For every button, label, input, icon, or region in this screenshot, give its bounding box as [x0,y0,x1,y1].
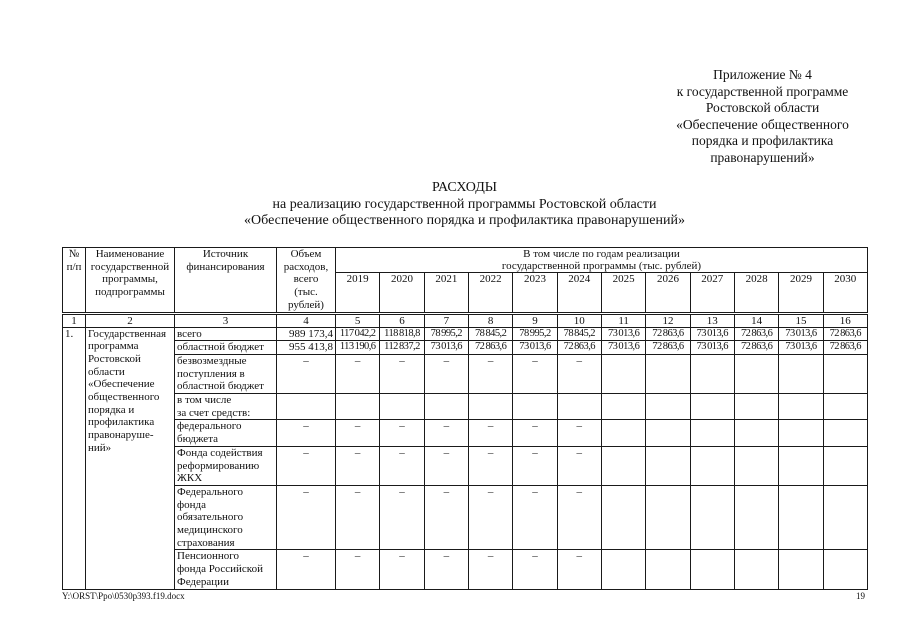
year-amount-cell: 118 818,8 [380,327,424,341]
header-funding-source-line: финансирования [186,260,265,273]
header-program-name [86,248,175,314]
year-amount-cell [690,354,734,393]
year-header: 2019 [336,273,380,313]
document-title [62,180,867,230]
year-amount-cell [734,354,778,393]
column-number: 13 [690,313,734,327]
header-funding-source-line: Источник [202,248,249,260]
year-header: 2026 [646,273,690,313]
column-number: 1 [63,313,86,327]
year-amount-cell: – [557,420,601,446]
header-number [63,248,86,314]
column-number-row [63,313,868,327]
year-amount-cell: – [336,550,380,589]
appendix-note [650,67,875,167]
program-name-line: «Обеспечение [88,378,155,391]
year-amount-cell: – [513,354,557,393]
header-total-amount-line: (тыс. [294,286,318,299]
column-number: 9 [513,313,557,327]
year-amount-cell [690,394,734,420]
year-header: 2020 [380,273,424,313]
year-amount-cell: 73 013,6 [601,341,645,355]
year-amount-cell [690,550,734,589]
year-amount-cell: – [513,550,557,589]
year-amount-cell [601,394,645,420]
year-amount-cell [601,354,645,393]
year-amount-cell [601,485,645,550]
total-amount-cell: – [277,354,336,393]
year-header: 2028 [734,273,778,313]
appendix-line: Ростовской области [705,100,820,116]
year-amount-cell: 72 863,6 [646,341,690,355]
year-amount-cell: 78 845,2 [468,327,512,341]
header-number-line: п/п [66,260,82,273]
page-number: 19 [856,591,865,601]
year-amount-cell: 73 013,6 [690,341,734,355]
year-header: 2022 [468,273,512,313]
year-amount-cell: – [468,485,512,550]
year-amount-cell: 112 837,2 [380,341,424,355]
year-amount-cell: 72 863,6 [823,341,867,355]
program-name-line: Ростовской [88,352,141,365]
header-total-amount-line: Объем [290,248,322,260]
year-header: 2029 [779,273,823,313]
year-amount-cell [734,394,778,420]
header-total-amount [277,248,336,314]
year-amount-cell [734,485,778,550]
column-number: 4 [277,313,336,327]
program-name-line: Государственная [88,327,167,340]
year-amount-cell: 72 863,6 [734,341,778,355]
table-row [63,446,868,485]
year-amount-cell: – [557,485,601,550]
program-name-line: ний» [88,441,112,454]
funding-source-line: реформированию [177,459,260,472]
year-amount-cell: – [380,446,424,485]
table-row [63,327,868,341]
year-amount-cell [513,394,557,420]
funding-source-line: Пенсионного [177,550,239,563]
column-number: 11 [601,313,645,327]
year-amount-cell: – [557,550,601,589]
year-amount-cell: – [424,485,468,550]
funding-source-line: фонда Российской [177,563,263,576]
appendix-line: Приложение № 4 [713,67,812,82]
column-number: 3 [175,313,277,327]
year-amount-cell: 73 013,6 [690,327,734,341]
column-number: 2 [86,313,175,327]
appendix-line: «Обеспечение общественного [676,116,849,132]
title-subline: на реализацию государственной программы Ростовской области [272,196,657,212]
year-amount-cell [779,485,823,550]
table-row [63,341,868,355]
year-amount-cell [336,394,380,420]
funding-source-cell [175,327,277,341]
funding-source-cell [175,446,277,485]
year-amount-cell [779,354,823,393]
year-amount-cell [601,550,645,589]
program-name-line: порядка и [88,403,135,416]
total-amount-cell: – [277,420,336,446]
year-amount-cell [823,485,867,550]
year-amount-cell [424,394,468,420]
column-number: 16 [823,313,867,327]
title-heading: РАСХОДЫ [432,180,497,195]
table-row [63,420,868,446]
funding-source-line: Фонда содействия [177,446,263,459]
table-row [63,550,868,589]
funding-source-line: безвозмездные [177,354,247,367]
year-header: 2027 [690,273,734,313]
year-amount-cell: – [468,446,512,485]
header-by-years-line: государственной программы (тыс. рублей) [501,260,702,272]
table-row [63,394,868,420]
year-amount-cell: 73 013,6 [513,341,557,355]
header-row [63,248,868,273]
funding-source-line: федерального [177,420,242,433]
column-number: 12 [646,313,690,327]
funding-source-line: Федерации [177,575,229,588]
header-number-line: № [68,248,80,260]
year-amount-cell [468,394,512,420]
year-header: 2024 [557,273,601,313]
year-amount-cell: – [424,550,468,589]
year-amount-cell: 72 863,6 [557,341,601,355]
total-amount-cell: 989 173,4 [277,327,336,341]
header-program-name-line: Наименование [95,248,165,260]
total-amount-cell: – [277,446,336,485]
year-amount-cell [690,420,734,446]
year-amount-cell [557,394,601,420]
header-program-name-line: программы, [102,273,158,286]
funding-source-line: бюджета [177,433,219,446]
year-amount-cell: 113 190,6 [336,341,380,355]
year-amount-cell [646,420,690,446]
appendix-line: порядка и профилактика [691,133,834,149]
year-amount-cell: – [468,550,512,589]
year-amount-cell: – [380,550,424,589]
year-amount-cell [734,420,778,446]
funding-source-line: обязательного [177,511,244,524]
year-amount-cell: – [336,420,380,446]
funding-source-line: областной бюджет [177,341,264,354]
header-funding-source [175,248,277,314]
total-amount-cell: – [277,485,336,550]
year-amount-cell [734,446,778,485]
year-amount-cell [779,446,823,485]
year-amount-cell: 73 013,6 [601,327,645,341]
program-name-line: программа [88,340,139,353]
year-amount-cell: – [424,354,468,393]
year-amount-cell: 73 013,6 [424,341,468,355]
year-amount-cell: 117 042,2 [336,327,380,341]
year-amount-cell [779,420,823,446]
funding-source-cell [175,354,277,393]
year-amount-cell: – [513,446,557,485]
year-amount-cell [690,485,734,550]
year-amount-cell [823,354,867,393]
year-amount-cell [823,446,867,485]
column-number: 7 [424,313,468,327]
header-program-name-line: государственной [90,260,170,273]
year-amount-cell: – [513,420,557,446]
year-amount-cell: – [468,354,512,393]
year-amount-cell: – [424,446,468,485]
funding-source-cell [175,485,277,550]
program-number-cell: 1. [63,327,86,589]
year-amount-cell: – [468,420,512,446]
year-amount-cell: – [336,485,380,550]
funding-source-cell [175,420,277,446]
column-number: 10 [557,313,601,327]
year-amount-cell [779,550,823,589]
year-amount-cell: – [513,485,557,550]
year-amount-cell [823,420,867,446]
funding-source-line: страхования [177,536,235,549]
year-amount-cell [380,394,424,420]
year-amount-cell: – [424,420,468,446]
column-number: 8 [468,313,512,327]
year-amount-cell: 78 995,2 [513,327,557,341]
funding-source-line: поступления в [177,367,245,380]
year-amount-cell: – [380,354,424,393]
header-by-years [336,248,868,273]
year-amount-cell [823,550,867,589]
year-amount-cell: 72 863,6 [734,327,778,341]
year-amount-cell [646,446,690,485]
funding-source-line: ЖКХ [177,472,203,485]
funding-source-line: за счет средств: [177,406,251,419]
funding-source-cell [175,394,277,420]
year-amount-cell [601,446,645,485]
year-amount-cell: – [557,354,601,393]
year-amount-cell: – [336,354,380,393]
total-amount-cell [277,394,336,420]
year-amount-cell: 72 863,6 [646,327,690,341]
year-amount-cell: – [380,485,424,550]
column-number: 15 [779,313,823,327]
year-amount-cell: – [557,446,601,485]
funding-source-line: фонда [177,498,206,511]
appendix-line: к государственной программе [676,83,849,99]
footer-file-path: Y:\ORST\Ppo\0530p393.f19.docx [62,591,185,601]
year-amount-cell [734,550,778,589]
year-header: 2021 [424,273,468,313]
column-number: 5 [336,313,380,327]
year-amount-cell: 78 995,2 [424,327,468,341]
title-subline: «Обеспечение общественного порядка и профилактика правонарушений» [244,213,685,228]
year-header: 2030 [823,273,867,313]
year-amount-cell: 72 863,6 [823,327,867,341]
year-amount-cell [779,394,823,420]
year-amount-cell: 73 013,6 [779,327,823,341]
year-header: 2023 [513,273,557,313]
expenses-table [62,247,868,590]
table-body [63,313,868,589]
funding-source-line: всего [177,327,202,340]
year-amount-cell [601,420,645,446]
table-row [63,485,868,550]
funding-source-cell [175,341,277,355]
header-by-years-line: В том числе по годам реализации [523,248,680,260]
year-amount-cell [646,354,690,393]
funding-source-cell [175,550,277,589]
appendix-line: правонарушений» [710,149,815,165]
funding-source-line: Федерального [177,485,244,498]
header-program-name-line: подпрограммы [95,286,165,299]
year-amount-cell [690,446,734,485]
table-header [63,248,868,314]
year-amount-cell: – [336,446,380,485]
column-number: 14 [734,313,778,327]
program-name-line: области [88,365,125,378]
year-amount-cell [646,550,690,589]
program-name-line: профилактика [88,416,155,429]
column-number: 6 [380,313,424,327]
year-amount-cell [646,394,690,420]
table-row [63,354,868,393]
total-amount-cell: – [277,550,336,589]
program-name-line: общественного [88,391,160,404]
program-name-cell [86,327,175,589]
funding-source-line: в том числе [177,394,232,407]
header-total-amount-line: расходов, [283,260,329,273]
funding-source-line: медицинского [177,524,243,537]
year-amount-cell: 72 863,6 [468,341,512,355]
year-amount-cell [823,394,867,420]
year-header: 2025 [601,273,645,313]
year-amount-cell: 78 845,2 [557,327,601,341]
funding-source-line: областной бюджет [177,380,264,393]
year-amount-cell: 73 013,6 [779,341,823,355]
header-total-amount-line: рублей) [288,298,324,311]
year-amount-cell [646,485,690,550]
header-total-amount-line: всего [293,273,319,286]
total-amount-cell: 955 413,8 [277,341,336,355]
program-name-line: правонаруше- [88,429,154,442]
year-amount-cell: – [380,420,424,446]
